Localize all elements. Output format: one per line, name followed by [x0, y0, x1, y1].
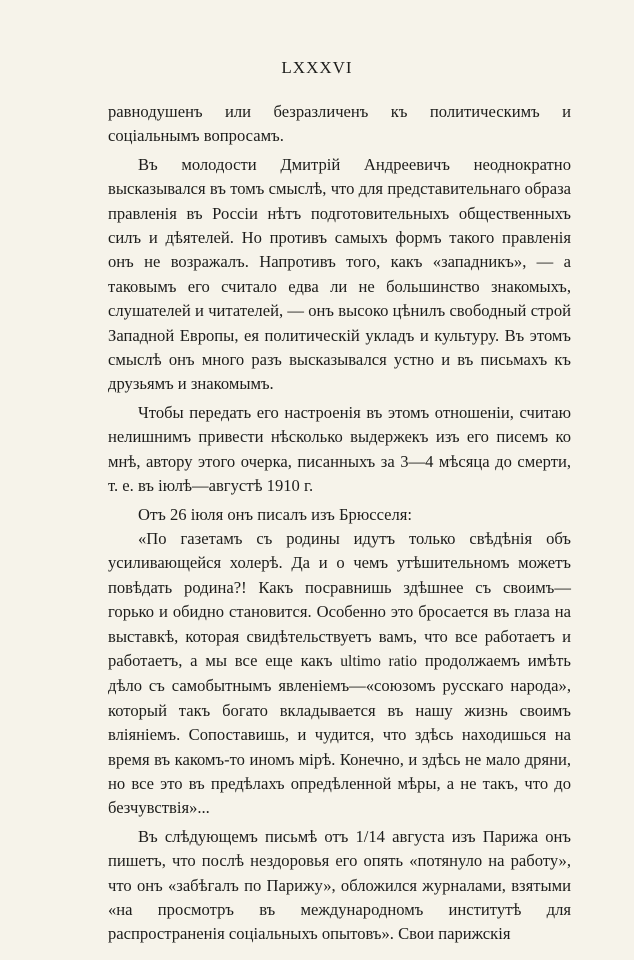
paragraph-2: Въ молодости Дмитрій Андреевичъ неоднократно высказывался въ томъ смыслѣ, что для представительнаго образа правленія въ Россіи нѣтъ подготовительныхъ общественныхъ силъ и дѣятелей. Но противъ самыхъ формъ такого правленія онъ не возражалъ. Напротивъ того, какъ «западникъ», — а таковымъ его считало едва ли не большинство знакомыхъ, слушателей и читателей, — онъ высоко цѣнилъ свободный строй Западной Европы, ея политическій укладъ и культуру. Въ этомъ смыслѣ онъ много разъ высказывался устно и въ письмахъ къ друзьямъ и знакомымъ. [108, 154, 571, 394]
quotation-part-1: «По газетамъ съ родины идутъ только свѣдѣнія объ усиливающейся холерѣ. Да и о чемъ утѣшительномъ можетъ повѣдать родина?! Какъ посравнишь здѣшнее съ своимъ—горько и обидно становится. Особенно это бросается въ глаза на выставкѣ, которая свидѣтельствуетъ вамъ, что все работаетъ и работаетъ, а мы все еще какъ [108, 528, 571, 670]
paragraph-6: Въ слѣдующемъ письмѣ отъ 1/14 августа изъ Парижа онъ пишетъ, что послѣ нездоровья его опять «потянуло на работу», что онъ «забѣгалъ по Парижу», обложился журналами, взятыми «на просмотръ въ международномъ институтѣ для распространенія соціальныхъ опытовъ». Свои парижскія [108, 826, 571, 944]
paragraph-4: Отъ 26 іюля онъ писалъ изъ Брюсселя: [138, 504, 413, 524]
paragraph-3: Чтобы передать его настроенія въ этомъ отношеніи, считаю нелишнимъ привести нѣсколько выдержекъ изъ его писемъ ко мнѣ, автору этого очерка, писанныхъ за 3—4 мѣсяца до смерти, т. е. въ іюлѣ—августѣ 1910 г. [108, 402, 571, 496]
latin-phrase: ultimo ratio [340, 652, 418, 670]
quotation-paragraph [108, 527, 571, 821]
body-text [108, 100, 571, 947]
page-number: LXXXVI [281, 58, 353, 77]
quotation-part-2: продолжаемъ имѣть дѣло съ самобытнымъ явленіемъ—«союзомъ русскаго народа», который такъ богато вкладывается въ нашу жизнь своимъ вліяніемъ. Сопоставишь, и чудится, что здѣсь находишься на время въ какомъ-то иномъ мірѣ. Конечно, и здѣсь не мало дряни, но все это въ предѣлахъ опредѣленной мѣры, а не такъ, что до безчувствія»... [108, 650, 571, 818]
paragraph-1: равнодушенъ или безразличенъ къ политическимъ и соціальнымъ вопросамъ. [108, 102, 571, 146]
